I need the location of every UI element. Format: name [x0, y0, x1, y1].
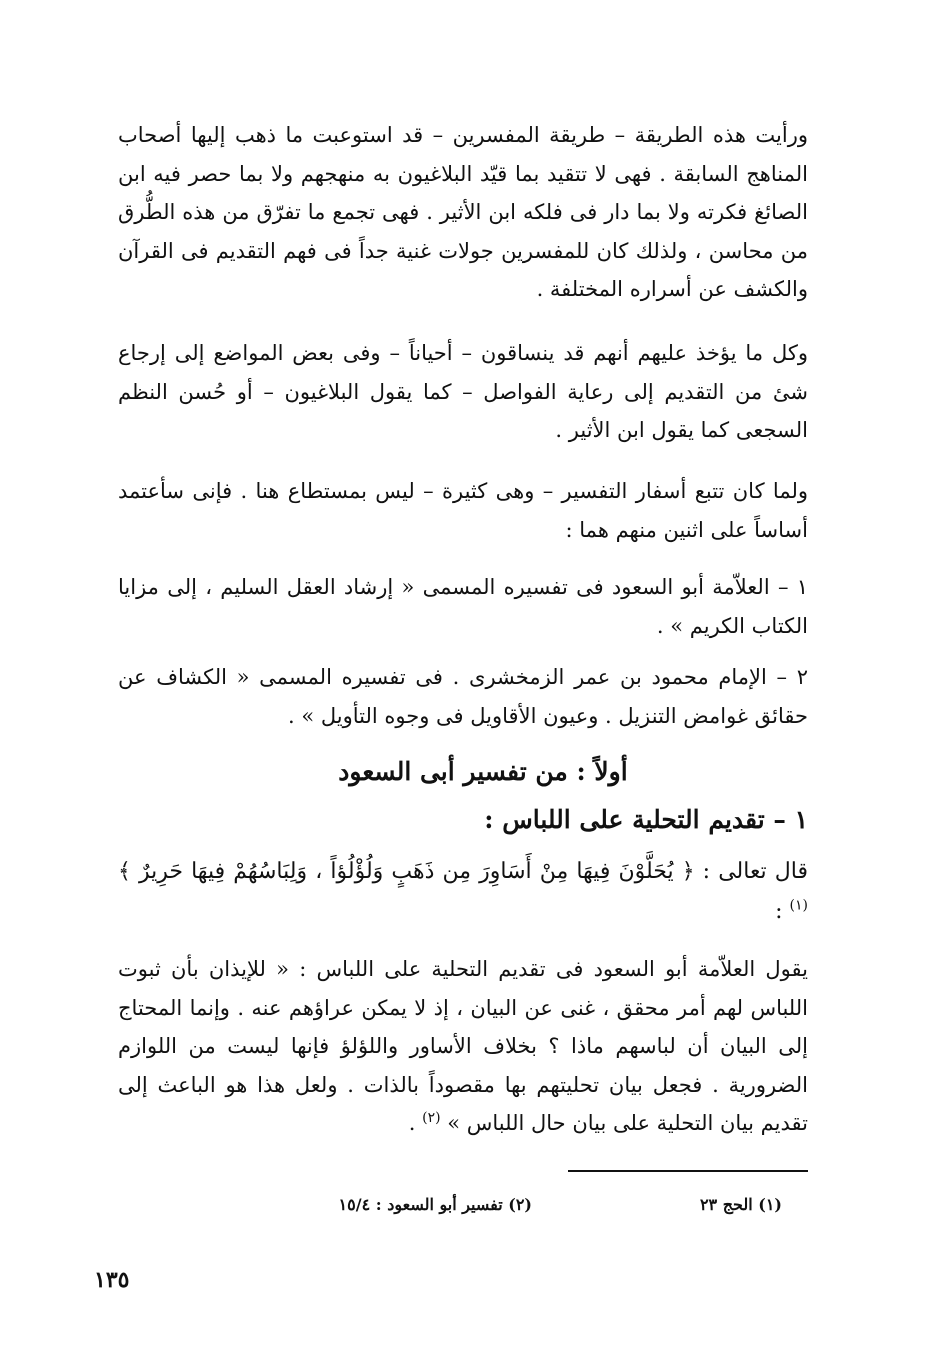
- list-item-zamakhshari: ٢ – الإمام محمود بن عمر الزمخشرى . فى تفسيره المسمى « الكشاف عن حقائق غوامض التنزيل . وعيون الأقاويل فى وجوه التأويل » .: [118, 665, 808, 728]
- subsection-heading: ١ – تقديم التحلية على اللباس :: [484, 805, 808, 834]
- page-number: ١٣٥: [94, 1267, 130, 1293]
- verse-end: :: [775, 899, 790, 924]
- paragraph-abu-saud-quote: [118, 950, 808, 1143]
- footnote-ref-2[interactable]: (٢): [422, 1110, 441, 1126]
- footnote-1: (١) الحج ٢٣: [699, 1195, 782, 1214]
- section-heading-text: أولاً : من تفسير أبى السعود: [338, 757, 628, 786]
- section-heading: [0, 752, 926, 792]
- footnote-2: (٢) تفسير أبو السعود : ١٥/٤: [338, 1195, 532, 1214]
- quote-end: .: [408, 1111, 423, 1135]
- paragraph-sources-intro: ولما كان تتبع أسفار التفسير – وهى كثيرة – ليس بمستطاع هنا . فإنى سأعتمد أساساً على اثنين منهم هما :: [118, 479, 808, 542]
- list-item-abu-saud: ١ – العلاّمة أبو السعود فى تفسيره المسمى « إرشاد العقل السليم ، إلى مزايا الكتاب الكريم » .: [118, 575, 808, 638]
- footnote-divider: [568, 1170, 808, 1172]
- footnote-ref-1[interactable]: (١): [789, 897, 808, 914]
- verse-text: قال تعالى : ﴿ يُحَلَّوْنَ فِيهَا مِنْ أَسَاوِرَ مِن ذَهَبٍ وَلُؤْلُؤاً ، وَلِبَاسُهُمْ فِيهَا حَرِيرٌ ﴾: [118, 859, 808, 884]
- paragraph-methods-summary: ورأيت هذه الطريقة – طريقة المفسرين – قد استوعبت ما ذهب إليها أصحاب المناهج السابقة . فهى لا تتقيد بما قيّد البلاغيون به منهجهم ولا بما حصر فيه ابن الصائغ فكرته ولا بما دار فى فلكه ابن الأثير . فهى تجمع ما تفرّق من هذه الطُّرق من محاسن ، ولذلك كان للمفسرين جولات غنية جداً فى فهم التقديم فى القرآن والكشف عن أسراره المختلفة .: [118, 123, 808, 301]
- quran-verse: [118, 852, 808, 932]
- paragraph-criticism: وكل ما يؤخذ عليهم أنهم قد ينساقون – أحياناً – وفى بعض المواضع إلى إرجاع شئ من التقديم إلى رعاية الفواصل – كما يقول البلاغيون – أو حُسن النظم السجعى كما يقول ابن الأثير .: [118, 341, 808, 442]
- quote-text: يقول العلاّمة أبو السعود فى تقديم التحلية على اللباس : « للإيذان بأن ثبوت اللباس لهم أمر محقق ، غنى عن البيان ، إذ لا يمكن عراؤهم عنه . وإنما المحتاج إلى البيان أن لباسهم ماذا ؟ بخلاف الأساور واللؤلؤ فإنها ليست من اللوازم الضرورية . فجعل بيان تحليتهم بها مقصوداً بالذات . ولعل هذا هو الباعث إلى تقديم بيان التحلية على بيان حال اللباس »: [118, 957, 808, 1135]
- footnotes: [118, 1188, 808, 1222]
